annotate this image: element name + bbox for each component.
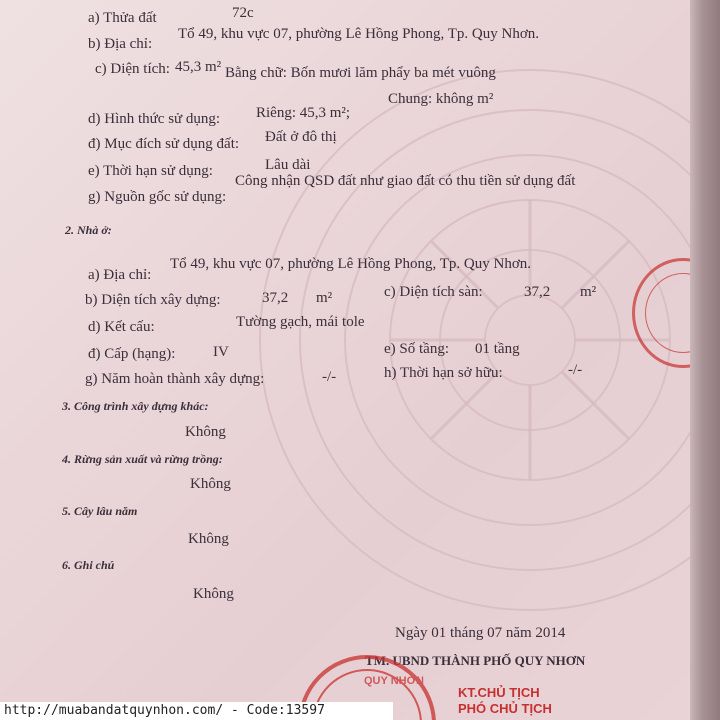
signature-role: PHÓ CHỦ TỊCH bbox=[458, 701, 552, 716]
house-h-value: -/- bbox=[568, 362, 583, 378]
land-d-chung: Chung: không m² bbox=[388, 91, 494, 107]
section-5-heading: 5. Cây lâu năm bbox=[62, 504, 138, 518]
signature-kt: KT.CHỦ TỊCH bbox=[458, 685, 540, 700]
house-dd-label: đ) Cấp (hạng): bbox=[88, 346, 176, 362]
section-5-value: Không bbox=[188, 531, 229, 547]
house-b-label: b) Diện tích xây dựng: bbox=[85, 292, 221, 308]
house-dd-value: IV bbox=[213, 344, 229, 360]
land-dd-value: Đất ở đô thị bbox=[265, 129, 337, 145]
land-b-label: b) Địa chỉ: bbox=[88, 36, 153, 52]
land-d-label: d) Hình thức sử dụng: bbox=[88, 111, 221, 127]
page-edge bbox=[690, 0, 720, 720]
land-c-words: Bằng chữ: Bốn mươi lăm phẩy ba mét vuông bbox=[225, 65, 496, 81]
section-3-heading: 3. Công trình xây dựng khác: bbox=[62, 399, 209, 413]
land-g-label: g) Nguồn gốc sử dụng: bbox=[88, 189, 227, 205]
section-3-value: Không bbox=[185, 424, 226, 440]
house-d-value: Tường gạch, mái tole bbox=[236, 314, 365, 330]
house-e-value: 01 tầng bbox=[475, 341, 520, 357]
section-6-heading: 6. Ghi chú bbox=[62, 558, 115, 572]
house-a-value: Tổ 49, khu vực 07, phường Lê Hồng Phong, Tp. Quy Nhơn. bbox=[170, 256, 531, 272]
house-b-value: 37,2 bbox=[262, 290, 289, 306]
house-h-label: h) Thời hạn sở hữu: bbox=[384, 365, 503, 381]
house-c-value: 37,2 bbox=[524, 284, 551, 300]
section-6-value: Không bbox=[193, 586, 234, 602]
house-g-value: -/- bbox=[322, 369, 337, 385]
house-heading: 2. Nhà ở: bbox=[65, 223, 112, 237]
section-4-heading: 4. Rừng sản xuất và rừng trồng: bbox=[62, 452, 223, 466]
source-footer: http://muabandatquynhon.com/ - Code:13597 bbox=[0, 702, 393, 720]
land-d-rieng: Riêng: 45,3 m²; bbox=[256, 105, 351, 121]
land-c-label: c) Diện tích: bbox=[95, 61, 170, 77]
land-e-label: e) Thời hạn sử dụng: bbox=[88, 163, 213, 179]
section-4-value: Không bbox=[190, 476, 231, 492]
land-g-value: Công nhận QSD đất như giao đất có thu tiền sử dụng đất bbox=[235, 173, 576, 189]
house-c-unit: m² bbox=[580, 284, 597, 300]
house-d-label: d) Kết cấu: bbox=[88, 319, 155, 335]
land-b-value: Tổ 49, khu vực 07, phường Lê Hồng Phong, Tp. Quy Nhơn. bbox=[178, 26, 539, 42]
house-b-unit: m² bbox=[316, 290, 333, 306]
house-c-label: c) Diện tích sàn: bbox=[384, 284, 483, 300]
land-a-value: 72c bbox=[232, 5, 254, 21]
house-g-label: g) Năm hoàn thành xây dựng: bbox=[85, 371, 265, 387]
house-e-label: e) Số tầng: bbox=[384, 341, 449, 357]
seal-text: QUY NHƠN bbox=[364, 675, 424, 687]
signature-date: Ngày 01 tháng 07 năm 2014 bbox=[395, 625, 566, 641]
land-dd-label: đ) Mục đích sử dụng đất: bbox=[88, 136, 240, 152]
land-c-value: 45,3 m² bbox=[175, 59, 222, 75]
land-e-value: Lâu dài bbox=[265, 157, 311, 173]
signature-org: TM. UBND THÀNH PHỐ QUY NHƠN bbox=[365, 653, 586, 668]
land-a-label: a) Thửa đất bbox=[88, 10, 157, 26]
house-a-label: a) Địa chỉ: bbox=[88, 267, 152, 283]
